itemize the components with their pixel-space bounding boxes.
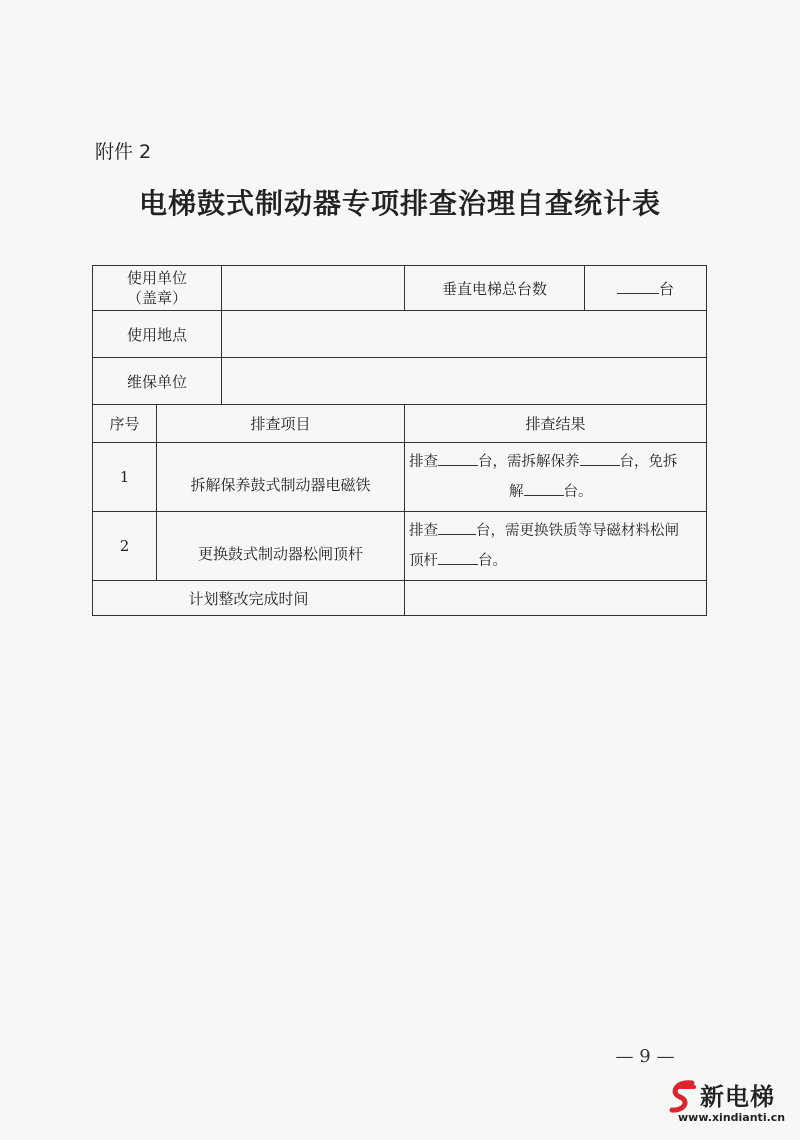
row-item: 更换鼓式制动器松闸顶杆 [157, 512, 405, 581]
attachment-label: 附件 2 [95, 141, 152, 163]
plan-value-cell[interactable] [405, 581, 707, 616]
table-row-unit [93, 266, 707, 311]
col-item-header: 排查项目 [157, 405, 405, 443]
result-blank[interactable] [438, 451, 478, 466]
row-result [405, 443, 707, 512]
maintenance-value-cell[interactable] [222, 358, 707, 405]
document-title: 电梯鼓式制动器专项排查治理自查统计表 [138, 187, 661, 220]
col-no-header: 序号 [93, 405, 157, 443]
table-row [93, 443, 707, 512]
address-value-cell[interactable] [222, 311, 707, 358]
table-row-maintenance [93, 358, 707, 405]
brand-name: 新电梯 [700, 1083, 775, 1111]
brand-url: www.xindianti.cn [678, 1111, 786, 1124]
result-blank[interactable] [580, 451, 620, 466]
result-blank[interactable] [438, 550, 478, 565]
row-number: 2 [93, 512, 157, 581]
statistics-table [92, 265, 707, 616]
result-text: 排查 [409, 523, 439, 539]
table-row [93, 512, 707, 581]
page-number: — 9 — [615, 1046, 675, 1067]
result-text: 台，免拆 [619, 454, 678, 470]
result-text: 解 [509, 484, 524, 500]
result-text: 顶杆 [409, 553, 439, 569]
result-text: 台，需更换铁质等导磁材料松闸 [476, 523, 680, 539]
col-result-header: 排查结果 [405, 405, 707, 443]
elevator-count-cell[interactable] [585, 266, 707, 311]
brand-logo [660, 1077, 800, 1132]
unit-label-cell [93, 266, 222, 311]
result-blank[interactable] [524, 481, 564, 496]
plan-label: 计划整改完成时间 [93, 581, 405, 616]
row-item: 拆解保养鼓式制动器电磁铁 [157, 443, 405, 512]
elevator-count-unit: 台 [659, 279, 675, 298]
table-row-address [93, 311, 707, 358]
elevator-count-blank[interactable] [617, 279, 659, 294]
result-text: 排查 [409, 454, 439, 470]
maintenance-label: 维保单位 [93, 358, 222, 405]
result-text: 台。 [478, 553, 508, 569]
table-header-row [93, 405, 707, 443]
table-row-plan [93, 581, 707, 616]
unit-label: 使用单位 [127, 269, 188, 287]
result-text: 台。 [563, 484, 593, 500]
seal-label: （盖章） [127, 289, 188, 307]
brand-mark-icon [664, 1079, 704, 1115]
result-blank[interactable] [438, 520, 476, 535]
result-text: 台，需拆解保养 [478, 454, 580, 470]
row-result [405, 512, 707, 581]
row-number: 1 [93, 443, 157, 512]
elevator-count-label: 垂直电梯总台数 [405, 266, 585, 311]
unit-value-cell[interactable] [222, 266, 405, 311]
address-label: 使用地点 [93, 311, 222, 358]
